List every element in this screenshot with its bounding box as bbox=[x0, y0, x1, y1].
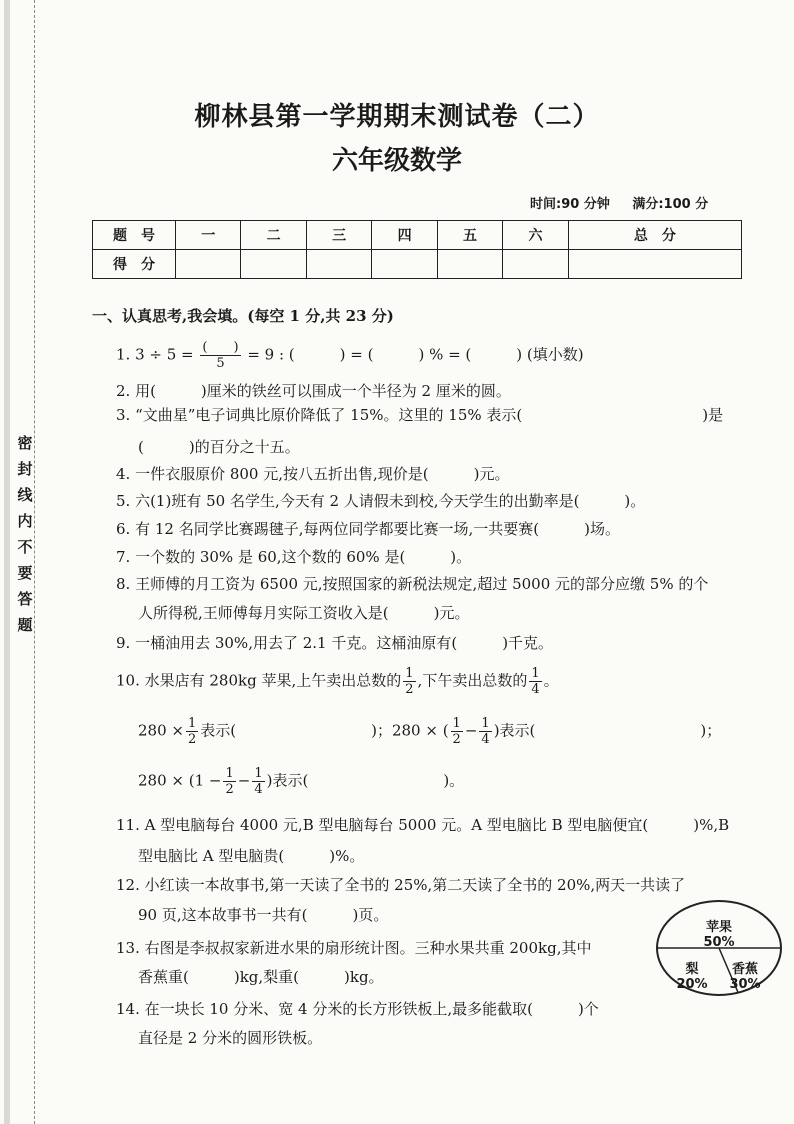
score-header-cell: 六 bbox=[503, 221, 568, 250]
q10-2-text-a: 280 × (1 − bbox=[138, 771, 222, 790]
question-10 bbox=[116, 666, 559, 697]
question-10-part1 bbox=[138, 716, 721, 747]
score-header-cell: 五 bbox=[437, 221, 502, 250]
question-14-line2: 直径是 2 分米的圆形铁板。 bbox=[138, 1029, 323, 1047]
seal-text: 密封线内不要答题 bbox=[17, 434, 33, 634]
full-score: 满分:100 分 bbox=[632, 197, 709, 212]
fraction-quarter bbox=[479, 716, 491, 747]
pie-label-pear bbox=[672, 958, 712, 992]
fraction-num: 1 bbox=[225, 766, 234, 781]
question-14-line1: 14. 在一块长 10 分米、宽 4 分米的长方形铁板上,最多能截取( )个 bbox=[116, 1000, 599, 1018]
q1-fraction-num: ( ) bbox=[202, 340, 239, 355]
score-cell[interactable] bbox=[372, 250, 437, 279]
time-info bbox=[530, 193, 726, 212]
question-10-part2 bbox=[138, 766, 464, 797]
section-1-title: 一、认真思考,我会填。(每空 1 分,共 23 分) bbox=[92, 307, 394, 325]
fraction-num: 1 bbox=[452, 716, 461, 731]
fruit-pie-chart bbox=[654, 898, 784, 998]
question-7: 7. 一个数的 30% 是 60,这个数的 60% 是( )。 bbox=[116, 548, 472, 566]
q10-1-text-b: 表示( )；280 × ( bbox=[200, 721, 449, 740]
question-4: 4. 一件衣服原价 800 元,按八五折出售,现价是( )元。 bbox=[116, 465, 510, 483]
question-3-line1: 3. “文曲星”电子词典比原价降低了 15%。这里的 15% 表示( )是 bbox=[116, 406, 724, 424]
q10-1-text-c: − bbox=[464, 721, 478, 740]
pie-label-apple bbox=[694, 916, 744, 950]
score-cell[interactable] bbox=[176, 250, 241, 279]
fraction-den: 2 bbox=[452, 732, 461, 747]
score-row-label: 得 分 bbox=[93, 250, 176, 279]
score-cell[interactable] bbox=[568, 250, 741, 279]
pie-label-apple-name: 苹果 bbox=[705, 920, 732, 935]
fraction-den: 4 bbox=[254, 782, 263, 797]
q10-2-text-c: )表示( )。 bbox=[266, 771, 465, 790]
pie-label-banana bbox=[722, 958, 768, 992]
q1-fraction-den: 5 bbox=[216, 356, 225, 371]
question-2: 2. 用( )厘米的铁丝可以围成一个半径为 2 厘米的圆。 bbox=[116, 382, 511, 400]
q10-1-text-d: )表示( )； bbox=[493, 721, 722, 740]
q10-text-a: 10. 水果店有 280kg 苹果,上午卖出总数的 bbox=[116, 671, 402, 690]
pie-label-banana-name: 香蕉 bbox=[731, 962, 758, 977]
q1-fraction bbox=[200, 340, 240, 371]
question-1 bbox=[116, 340, 584, 371]
score-header-cell: 一 bbox=[176, 221, 241, 250]
question-5: 5. 六(1)班有 50 名学生,今天有 2 人请假未到校,今天学生的出勤率是( )。 bbox=[116, 492, 646, 510]
fraction-num: 1 bbox=[405, 666, 414, 681]
q10-1-text-a: 280 × bbox=[138, 721, 184, 740]
question-9: 9. 一桶油用去 30%,用去了 2.1 千克。这桶油原有( )千克。 bbox=[116, 634, 554, 652]
fraction-den: 4 bbox=[531, 682, 540, 697]
pie-label-pear-name: 梨 bbox=[685, 962, 699, 977]
score-value-row bbox=[93, 250, 742, 279]
score-header-row bbox=[93, 221, 742, 250]
score-cell[interactable] bbox=[503, 250, 568, 279]
q10-text-b: ,下午卖出总数的 bbox=[417, 671, 528, 690]
fraction-den: 2 bbox=[187, 732, 197, 747]
score-header-cell: 二 bbox=[241, 221, 306, 250]
fraction-half bbox=[186, 716, 198, 747]
fraction-den: 4 bbox=[481, 732, 490, 747]
pie-label-pear-value: 20% bbox=[676, 977, 708, 992]
question-8-line2: 人所得税,王师傅每月实际工资收入是( )元。 bbox=[138, 604, 470, 622]
fraction-num: 1 bbox=[481, 716, 490, 731]
fraction-den: 2 bbox=[405, 682, 414, 697]
q1-rest: = 9 : ( ) = ( ) % = ( ) (填小数) bbox=[247, 345, 584, 364]
score-cell[interactable] bbox=[241, 250, 306, 279]
score-header-cell: 总 分 bbox=[568, 221, 741, 250]
fraction-quarter bbox=[529, 666, 541, 697]
fraction-half bbox=[403, 666, 415, 697]
fraction-num: 1 bbox=[187, 716, 197, 731]
question-11-line1: 11. A 型电脑每台 4000 元,B 型电脑每台 5000 元。A 型电脑比 B 型电脑便宜( )%,B bbox=[116, 816, 730, 834]
question-8-line1: 8. 王师傅的月工资为 6500 元,按照国家的新税法规定,超过 5000 元的部分应缴 5% 的个 bbox=[116, 575, 709, 593]
question-11-line2: 型电脑比 A 型电脑贵( )%。 bbox=[138, 847, 365, 865]
question-13-line2: 香蕉重( )kg,梨重( )kg。 bbox=[138, 968, 384, 986]
pie-label-apple-value: 50% bbox=[703, 935, 735, 950]
exam-subtitle: 六年级数学 bbox=[331, 146, 462, 176]
question-12-line1: 12. 小红读一本故事书,第一天读了全书的 25%,第二天读了全书的 20%,两天一共读了 bbox=[116, 876, 686, 894]
score-cell[interactable] bbox=[437, 250, 502, 279]
fraction-half bbox=[451, 716, 463, 747]
score-table bbox=[92, 220, 742, 279]
q1-prefix: 1. 3 ÷ 5 = bbox=[116, 345, 194, 364]
q10-2-text-b: − bbox=[237, 771, 251, 790]
question-13-line1: 13. 右图是李叔叔家新进水果的扇形统计图。三种水果共重 200kg,其中 bbox=[116, 939, 592, 957]
q10-text-c: 。 bbox=[543, 671, 559, 690]
pie-label-banana-value: 30% bbox=[729, 977, 761, 992]
fraction-half bbox=[223, 766, 235, 797]
score-header-cell: 三 bbox=[306, 221, 371, 250]
score-header-cell: 题 号 bbox=[93, 221, 176, 250]
fraction-num: 1 bbox=[531, 666, 540, 681]
question-3-line2: ( )的百分之十五。 bbox=[138, 438, 300, 456]
time-limit: 时间:90 分钟 bbox=[530, 197, 610, 212]
score-cell[interactable] bbox=[306, 250, 371, 279]
score-header-cell: 四 bbox=[372, 221, 437, 250]
question-12-line2: 90 页,这本故事书一共有( )页。 bbox=[138, 906, 389, 924]
fraction-den: 2 bbox=[225, 782, 234, 797]
exam-title: 柳林县第一学期期末测试卷（二） bbox=[194, 102, 600, 132]
fraction-quarter bbox=[252, 766, 264, 797]
question-6: 6. 有 12 名同学比赛踢毽子,每两位同学都要比赛一场,一共要赛( )场。 bbox=[116, 520, 620, 538]
fraction-num: 1 bbox=[254, 766, 263, 781]
